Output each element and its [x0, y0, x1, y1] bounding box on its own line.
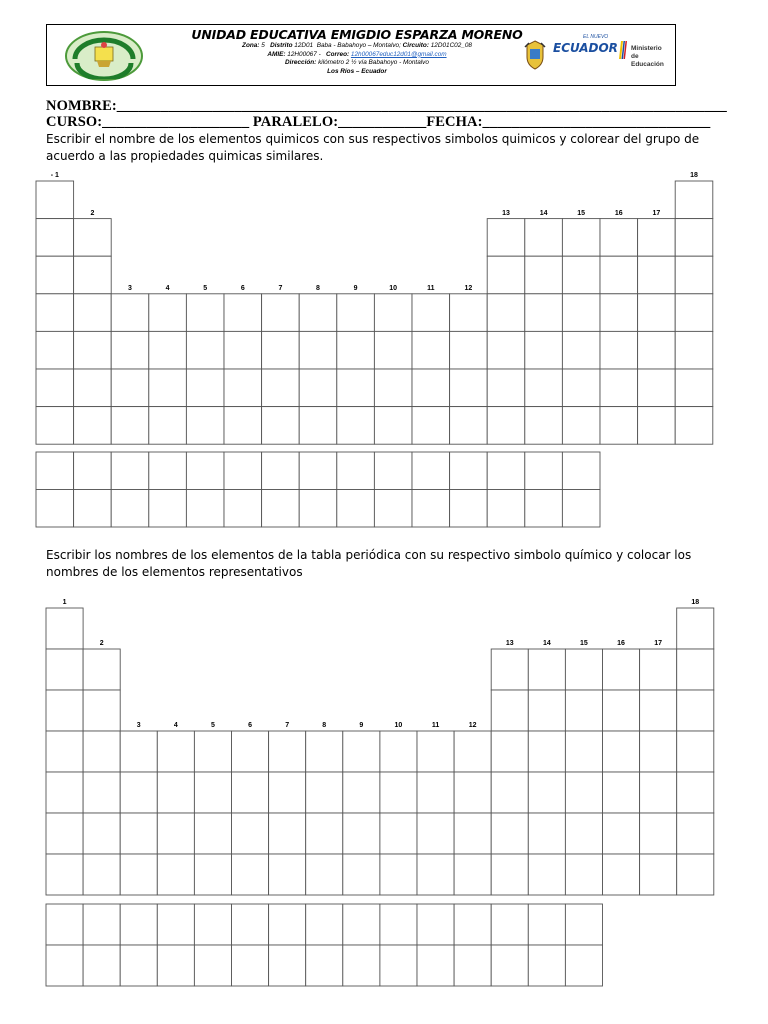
element-cell[interactable]	[157, 813, 194, 854]
element-cell[interactable]	[120, 854, 157, 895]
group-number: 3	[136, 722, 141, 729]
element-cell[interactable]	[491, 772, 528, 813]
element-cell[interactable]	[306, 813, 343, 854]
f-block-cell[interactable]	[306, 904, 343, 945]
element-cell[interactable]	[232, 731, 269, 772]
f-block-cell[interactable]	[46, 945, 83, 986]
f-block-cell[interactable]	[83, 904, 120, 945]
element-cell[interactable]	[565, 772, 602, 813]
f-block-cell[interactable]	[194, 904, 231, 945]
element-cell[interactable]	[528, 772, 565, 813]
element-cell[interactable]	[380, 772, 417, 813]
element-cell[interactable]	[454, 813, 491, 854]
instruction-1: Escribir el nombre de los elementos quimicos con sus respectivos simbolos quimicos y colorear del grupo de acuerdo a las propiedades quimicas similares.	[46, 132, 700, 163]
location-line: Los Ríos – Ecuador	[327, 67, 387, 75]
element-cell[interactable]	[603, 813, 640, 854]
element-cell[interactable]	[194, 731, 231, 772]
element-cell[interactable]	[454, 731, 491, 772]
element-cell[interactable]	[46, 813, 83, 854]
f-block-cell[interactable]	[269, 945, 306, 986]
element-cell[interactable]	[677, 649, 714, 690]
group-number: 1	[62, 599, 67, 606]
element-cell[interactable]	[677, 772, 714, 813]
element-cell[interactable]	[640, 690, 677, 731]
element-cell[interactable]	[417, 772, 454, 813]
element-cell[interactable]	[194, 772, 231, 813]
element-cell[interactable]	[640, 854, 677, 895]
element-cell[interactable]	[603, 731, 640, 772]
element-cell[interactable]	[565, 854, 602, 895]
element-cell[interactable]	[528, 731, 565, 772]
element-cell[interactable]	[306, 854, 343, 895]
group-number: 7	[285, 722, 290, 729]
f-block-cell[interactable]	[454, 904, 491, 945]
element-cell[interactable]	[491, 813, 528, 854]
element-cell[interactable]	[194, 854, 231, 895]
element-cell[interactable]	[306, 772, 343, 813]
f-block-cell[interactable]	[269, 904, 306, 945]
element-cell[interactable]	[380, 813, 417, 854]
element-cell[interactable]	[677, 690, 714, 731]
element-cell[interactable]	[677, 731, 714, 772]
element-cell[interactable]	[120, 813, 157, 854]
f-block-cell[interactable]	[380, 904, 417, 945]
f-block-cell[interactable]	[417, 904, 454, 945]
f-block-cell[interactable]	[491, 904, 528, 945]
group-number: 8	[322, 722, 327, 729]
group-number: 17	[652, 209, 661, 217]
element-cell[interactable]	[417, 813, 454, 854]
f-block-cell[interactable]	[417, 945, 454, 986]
group-number: 5	[210, 722, 215, 729]
group-number: 12	[468, 722, 477, 729]
element-cell[interactable]	[380, 854, 417, 895]
f-block-cell[interactable]	[454, 945, 491, 986]
element-cell[interactable]	[46, 854, 83, 895]
group-number: 14	[539, 209, 548, 217]
email-link[interactable]: 12h00067educ12d01@gmail.com	[350, 50, 447, 58]
group-number: 9	[353, 284, 358, 292]
f-block-cell[interactable]	[232, 945, 269, 986]
element-cell[interactable]	[269, 731, 306, 772]
group-number: 4	[173, 722, 178, 729]
group-number: 15	[580, 640, 588, 647]
element-cell[interactable]	[269, 772, 306, 813]
group-number: 3	[128, 284, 132, 292]
element-cell[interactable]	[528, 649, 565, 690]
f-block-cell[interactable]	[380, 945, 417, 986]
element-cell[interactable]	[491, 649, 528, 690]
element-cell[interactable]	[83, 854, 120, 895]
f-block-cell[interactable]	[120, 904, 157, 945]
element-cell[interactable]	[528, 690, 565, 731]
element-cell[interactable]	[120, 772, 157, 813]
group-number: 13	[505, 640, 514, 647]
element-cell[interactable]	[677, 608, 714, 649]
f-block-cell[interactable]	[528, 904, 565, 945]
group-number: 18	[690, 172, 698, 179]
f-block-cell[interactable]	[343, 945, 380, 986]
group-number: 9	[359, 722, 364, 729]
element-cell[interactable]	[269, 813, 306, 854]
element-cell[interactable]	[46, 608, 83, 649]
element-cell[interactable]	[232, 772, 269, 813]
element-cell[interactable]	[565, 690, 602, 731]
element-cell[interactable]	[640, 731, 677, 772]
f-block-cell[interactable]	[565, 945, 602, 986]
f-block-cell[interactable]	[120, 945, 157, 986]
group-number: 11	[431, 722, 440, 729]
f-block-cell[interactable]	[157, 904, 194, 945]
element-cell[interactable]	[491, 731, 528, 772]
group-number: 13	[502, 209, 510, 217]
group-number: 2	[90, 209, 95, 217]
element-cell[interactable]	[454, 854, 491, 895]
element-cell[interactable]	[83, 731, 120, 772]
element-cell[interactable]	[491, 690, 528, 731]
element-cell[interactable]	[603, 690, 640, 731]
element-cell[interactable]	[232, 854, 269, 895]
element-cell[interactable]	[603, 854, 640, 895]
element-cell[interactable]	[417, 731, 454, 772]
element-cell[interactable]	[46, 772, 83, 813]
group-number: 7	[278, 284, 283, 292]
element-cell[interactable]	[83, 690, 120, 731]
group-number: 10	[394, 722, 403, 729]
instruction-2: Escribir los nombres de los elementos de la tabla periódica con su respectivo simbolo químico y colocar los nombres de los elementos representativos	[46, 548, 692, 579]
element-cell[interactable]	[120, 731, 157, 772]
element-cell[interactable]	[640, 813, 677, 854]
f-block-cell[interactable]	[232, 904, 269, 945]
element-cell[interactable]	[194, 813, 231, 854]
zona-line: Zona: 5 Distrito 12D01 Baba - Babahoyo – Montalvo; Circuito: 12D01C02_08	[242, 42, 472, 49]
element-cell[interactable]	[157, 772, 194, 813]
ecuador-wordmark: ECUADOR	[553, 41, 618, 55]
f-block-cell[interactable]	[83, 945, 120, 986]
group-number: 15	[577, 209, 586, 217]
element-cell[interactable]	[269, 854, 306, 895]
element-cell[interactable]	[157, 854, 194, 895]
group-number: 11	[427, 284, 435, 292]
element-cell[interactable]	[157, 731, 194, 772]
element-cell[interactable]	[640, 649, 677, 690]
f-block-cell[interactable]	[491, 945, 528, 986]
group-number: 16	[614, 209, 623, 217]
element-cell[interactable]	[46, 649, 83, 690]
group-number: 6	[240, 284, 245, 292]
group-number: 16	[617, 640, 625, 647]
element-cell[interactable]	[83, 772, 120, 813]
element-cell[interactable]	[343, 731, 380, 772]
school-name: UNIDAD EDUCATIVA EMIGDIO ESPARZA MORENO	[191, 27, 523, 42]
element-cell[interactable]	[565, 649, 602, 690]
element-cell[interactable]	[640, 772, 677, 813]
nombre-field[interactable]: NOMBRE:___________________________________________________________________________________	[46, 98, 727, 114]
element-cell[interactable]	[343, 772, 380, 813]
element-cell[interactable]	[565, 813, 602, 854]
element-cell[interactable]	[565, 731, 602, 772]
group-number: 18	[691, 599, 700, 606]
element-cell[interactable]	[603, 649, 640, 690]
group-number: 6	[248, 722, 252, 729]
element-cell[interactable]	[46, 690, 83, 731]
element-cell[interactable]	[417, 854, 454, 895]
amie-line: AMIE: 12H00067 - Correo: 12h00067educ12d01@gmail.com	[267, 50, 447, 58]
element-cell[interactable]	[83, 649, 120, 690]
group-number: 2	[99, 640, 104, 647]
curso-paralelo-fecha-field[interactable]: CURSO:____________________ PARALELO:____________FECHA:_______________________________	[46, 114, 711, 130]
element-cell[interactable]	[528, 813, 565, 854]
f-block-cell[interactable]	[306, 945, 343, 986]
f-block-cell[interactable]	[194, 945, 231, 986]
ministry-logo: EL NUEVO ECUADOR Ministerio de Educación	[521, 37, 671, 73]
element-cell[interactable]	[83, 813, 120, 854]
element-cell[interactable]	[677, 854, 714, 895]
element-cell[interactable]	[306, 731, 343, 772]
direccion-line: Dirección: kilómetro 2 ½ vía Babahoyo - Montalvo	[285, 59, 429, 67]
element-cell[interactable]	[677, 813, 714, 854]
element-cell[interactable]	[491, 854, 528, 895]
f-block-cell[interactable]	[46, 904, 83, 945]
f-block-cell[interactable]	[157, 945, 194, 986]
element-cell[interactable]	[232, 813, 269, 854]
element-cell[interactable]	[528, 854, 565, 895]
group-number: 8	[316, 284, 320, 292]
element-cell[interactable]	[343, 854, 380, 895]
group-number: 10	[389, 284, 398, 292]
f-block-cell[interactable]	[565, 904, 602, 945]
element-cell[interactable]	[46, 731, 83, 772]
f-block-cell[interactable]	[528, 945, 565, 986]
group-number: 5	[203, 284, 208, 292]
group-number: 14	[542, 640, 551, 647]
group-number: 17	[654, 640, 663, 647]
f-block-cell[interactable]	[343, 904, 380, 945]
element-cell[interactable]	[603, 772, 640, 813]
group-number: 4	[165, 284, 170, 292]
element-cell[interactable]	[380, 731, 417, 772]
element-cell[interactable]	[343, 813, 380, 854]
group-number: - 1	[50, 172, 59, 179]
group-number: 12	[464, 284, 473, 292]
element-cell[interactable]	[454, 772, 491, 813]
